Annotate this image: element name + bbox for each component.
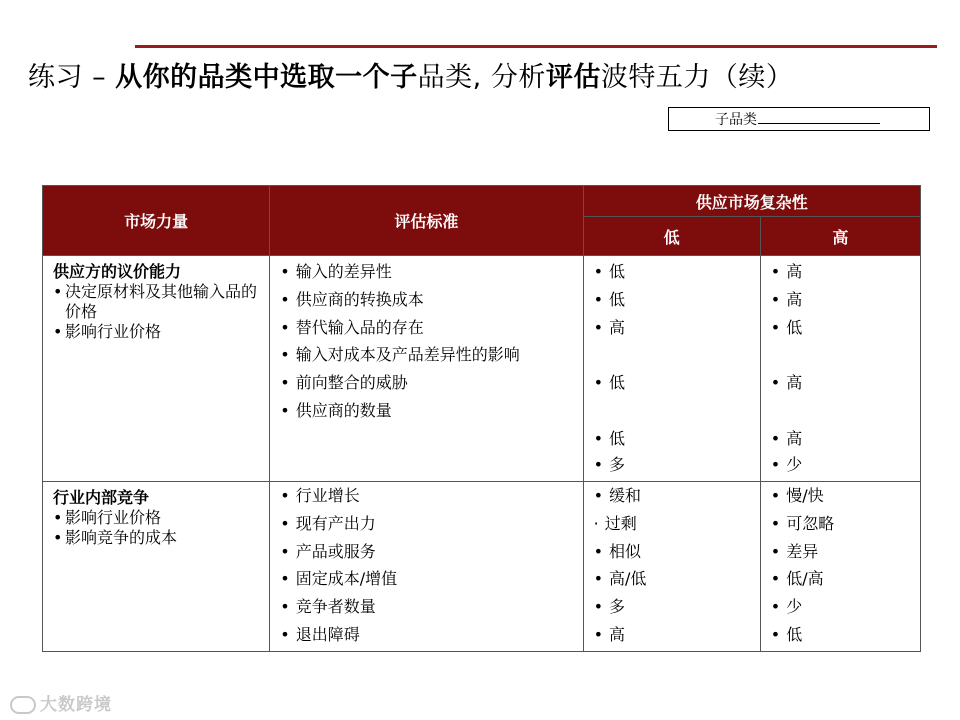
list-item: • 输入的差异性 — [280, 262, 392, 281]
list-item: • 输入对成本及产品差异性的影响 — [280, 345, 520, 364]
list-item: • 低 — [593, 262, 626, 281]
list-item: • 相似 — [593, 542, 642, 561]
list-item: • 行业增长 — [280, 486, 360, 505]
list-item: • 少 — [770, 455, 803, 474]
list-item: • 差异 — [770, 542, 819, 561]
list-item: • 前向整合的威胁 — [280, 373, 408, 392]
list-item: • 低/高 — [770, 569, 824, 588]
list-item: • 高 — [593, 318, 626, 337]
list-item: • 高 — [770, 262, 803, 281]
list-item: • 产品或服务 — [280, 542, 376, 561]
header-force: 市场力量 — [43, 186, 270, 256]
list-item: · 过剩 — [593, 514, 637, 533]
page-title: 练习 – 从你的品类中选取一个子品类, 分析评估波特五力（续） — [28, 62, 794, 93]
list-item: • 高/低 — [593, 569, 647, 588]
list-item: • 低 — [593, 373, 626, 392]
list-item: • 高 — [770, 373, 803, 392]
list-item: • 可忽略 — [770, 514, 835, 533]
list-item: • 现有产出力 — [280, 514, 376, 533]
force-point: • 影响行业价格 — [53, 508, 269, 528]
header-complexity: 供应市场复杂性 — [583, 186, 920, 217]
list-item: • 高 — [770, 290, 803, 309]
list-item: • 低 — [593, 429, 626, 448]
high-cell — [760, 482, 920, 652]
list-item: • 多 — [593, 455, 626, 474]
force-name: 行业内部竞争 — [53, 488, 150, 507]
high-cell — [760, 256, 920, 482]
subcategory-blank[interactable] — [758, 108, 880, 124]
list-item: • 退出障碍 — [280, 625, 360, 644]
criteria-cell — [270, 256, 583, 482]
force-point: • 影响行业价格 — [53, 322, 269, 342]
force-cell — [43, 256, 270, 482]
list-item: • 少 — [770, 597, 803, 616]
header-criteria: 评估标准 — [270, 186, 583, 256]
list-item: • 供应商的转换成本 — [280, 290, 424, 309]
low-cell — [583, 482, 760, 652]
porter-forces-table — [42, 185, 921, 652]
list-item: • 竞争者数量 — [280, 597, 376, 616]
list-item: • 缓和 — [593, 486, 642, 505]
list-item: • 低 — [593, 290, 626, 309]
header-high: 高 — [760, 217, 920, 256]
list-item: • 高 — [770, 429, 803, 448]
force-name: 供应方的议价能力 — [53, 262, 182, 281]
subcategory-field[interactable] — [668, 107, 930, 131]
title-rule — [135, 45, 937, 48]
list-item: • 低 — [770, 625, 803, 644]
subcategory-label: 子品类 — [715, 112, 757, 128]
criteria-cell — [270, 482, 583, 652]
force-point: • 影响竞争的成本 — [53, 528, 269, 548]
table-row — [43, 482, 921, 652]
list-item: • 替代输入品的存在 — [280, 318, 424, 337]
list-item: • 固定成本/增值 — [280, 569, 398, 588]
list-item: • 慢/快 — [770, 486, 824, 505]
table-row — [43, 256, 921, 482]
force-cell — [43, 482, 270, 652]
header-low: 低 — [583, 217, 760, 256]
low-cell — [583, 256, 760, 482]
list-item: • 低 — [770, 318, 803, 337]
list-item: • 供应商的数量 — [280, 401, 392, 420]
watermark-logo-icon — [10, 696, 36, 714]
force-point: • 决定原材料及其他输入品的价格 — [53, 282, 269, 322]
watermark: 大数跨境 — [10, 690, 112, 715]
list-item: • 多 — [593, 597, 626, 616]
list-item: • 高 — [593, 625, 626, 644]
